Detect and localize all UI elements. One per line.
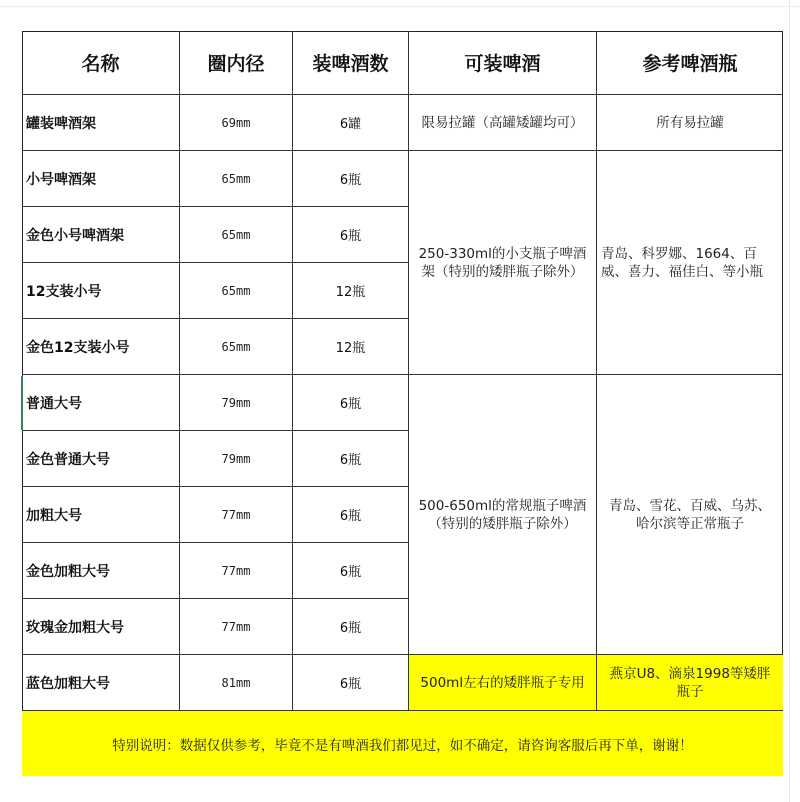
row-diameter: 65mm <box>221 171 251 186</box>
row-diameter: 65mm <box>221 339 251 354</box>
sheet-top-edge <box>0 6 800 7</box>
row-name: 加粗大号 <box>26 507 82 524</box>
large-suitable-line-2: （特别的矮胖瓶子除外） <box>428 515 577 532</box>
can-reference: 所有易拉罐 <box>656 114 724 131</box>
row-diameter: 65mm <box>221 227 251 242</box>
header-reference: 参考啤酒瓶 <box>642 53 738 75</box>
row-name: 小号啤酒架 <box>26 171 96 188</box>
row-name: 金色小号啤酒架 <box>26 227 124 244</box>
row-count: 6瓶 <box>339 677 362 692</box>
small-reference <box>597 151 783 374</box>
large-reference <box>597 375 783 654</box>
row-count: 12瓶 <box>335 341 366 356</box>
small-suitable-line-2: 架（特别的矮胖瓶子除外） <box>421 263 584 280</box>
row-name: 玫瑰金加粗大号 <box>26 619 124 636</box>
row-name: 普通大号 <box>26 395 82 412</box>
large-suitable <box>409 375 596 654</box>
large-reference-line-1: 青岛、雪花、百威、乌苏、 <box>609 497 771 514</box>
small-reference-line-2: 威、喜力、福佳白、等小瓶 <box>601 263 763 280</box>
row-name: 12支装小号 <box>26 283 102 300</box>
row-count: 6瓶 <box>339 565 362 580</box>
row-diameter: 81mm <box>221 675 251 690</box>
row-count: 6瓶 <box>339 453 362 468</box>
large-reference-line-2: 哈尔滨等正常瓶子 <box>636 515 744 532</box>
row-diameter: 79mm <box>221 451 251 466</box>
sheet-right-edge <box>789 0 790 802</box>
row-name: 蓝色加粗大号 <box>26 675 110 692</box>
row-name: 罐装啤酒架 <box>26 115 96 132</box>
blue-reference-line-1: 燕京U8、滴泉1998等矮胖 <box>609 665 771 682</box>
row-diameter: 77mm <box>221 619 251 634</box>
row-diameter: 77mm <box>221 563 251 578</box>
row-name: 金色普通大号 <box>26 451 110 468</box>
small-suitable-line-1: 250-330ml的小支瓶子啤酒 <box>418 245 587 262</box>
header-count: 装啤酒数 <box>312 53 389 75</box>
row-diameter: 79mm <box>221 395 251 410</box>
header-name: 名称 <box>81 53 120 75</box>
row-diameter: 69mm <box>221 115 251 130</box>
small-suitable <box>409 151 596 374</box>
row-count: 12瓶 <box>335 285 366 300</box>
header-suitable: 可装啤酒 <box>464 53 541 75</box>
blue-reference <box>597 655 783 710</box>
row-name: 金色加粗大号 <box>26 563 110 580</box>
special-note: 特别说明：数据仅供参考，毕竟不是有啤酒我们都见过，如不确定，请咨询客服后再下单，谢谢！ <box>112 737 693 754</box>
row-count: 6瓶 <box>339 621 362 636</box>
row-diameter: 65mm <box>221 283 251 298</box>
row-count: 6瓶 <box>339 509 362 524</box>
row-count: 6瓶 <box>339 229 362 244</box>
blue-reference-line-2: 瓶子 <box>676 683 704 700</box>
row-count: 6瓶 <box>339 397 362 412</box>
header-diameter: 圈内径 <box>207 53 265 75</box>
blue-suitable: 500ml左右的矮胖瓶子专用 <box>420 674 585 691</box>
row-count: 6罐 <box>339 117 362 132</box>
row-name: 金色12支装小号 <box>26 339 130 356</box>
small-reference-line-1: 青岛、科罗娜、1664、百 <box>601 245 757 262</box>
can-suitable: 限易拉罐（高罐矮罐均可） <box>421 114 584 131</box>
row-diameter: 77mm <box>221 507 251 522</box>
large-suitable-line-1: 500-650ml的常规瓶子啤酒 <box>418 497 587 514</box>
row-count: 6瓶 <box>339 173 362 188</box>
